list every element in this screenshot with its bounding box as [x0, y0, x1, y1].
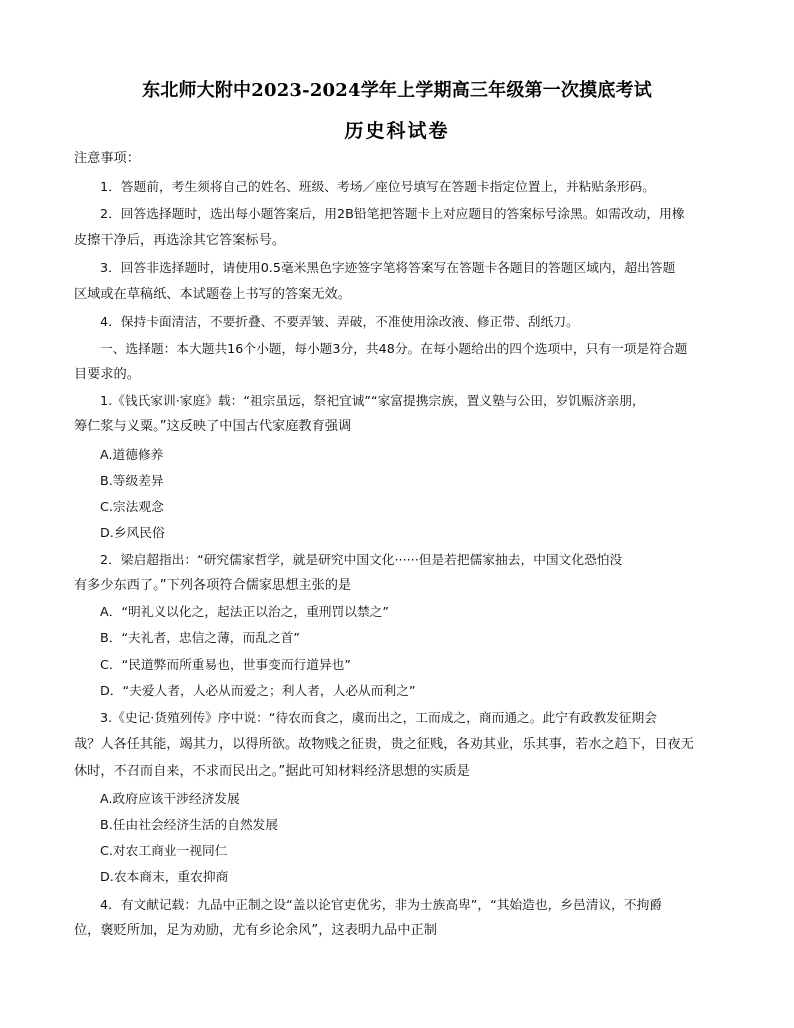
notice-item-continued: 区域或在草稿纸、本试题卷上书写的答案无效。	[74, 287, 351, 302]
question-stem: 4．有文献记载：九品中正制之设“盖以论官吏优劣，非为士族高卑”，“其始造也，乡邑清议，不拘爵	[100, 897, 663, 912]
option-c: C.对农工商业一视同仁	[100, 843, 228, 858]
question-stem-continued: 休时，不召而自来，不求而民出之。”据此可知材料经济思想的实质是	[74, 764, 470, 779]
notice-heading: 注意事项：	[74, 151, 140, 166]
question-stem-continued: 哉？人各任其能，竭其力，以得所欲。故物贱之征贵，贵之征贱，各劝其业，乐其事，若水之趋下，日夜无	[74, 737, 694, 752]
notice-item: 1．答题前，考生须将自己的姓名、班级、考场／座位号填写在答题卡指定位置上，并粘贴条形码。	[100, 179, 655, 194]
option-b: B．“夫礼者，忠信之薄，而乱之首”	[100, 630, 300, 645]
option-a: A.道德修养	[100, 447, 164, 462]
question-stem: 2．梁启超指出：“研究儒家哲学，就是研究中国文化······但是若把儒家抽去，中国文化恐怕没	[100, 552, 623, 567]
option-b: B.任由社会经济生活的自然发展	[100, 817, 279, 832]
exam-subject-title: 历史科试卷	[344, 120, 450, 142]
notice-item: 2．回答选择题时，选出每小题答案后，用2B铅笔把答题卡上对应题目的答案标号涂黑。如需改动，用橡	[100, 206, 685, 221]
section-heading-continued: 目要求的。	[74, 367, 140, 382]
section-heading: 一、选择题：本大题共16个小题，每小题3分，共48分。在每小题给出的四个选项中，只有一项是符合题	[100, 341, 688, 356]
notice-item: 3．回答非选择题时，请使用0.5毫米黑色字迹签字笔将答案写在答题卡各题目的答题区域内，超出答题	[100, 260, 676, 275]
option-d: D.农本商末，重农抑商	[100, 869, 229, 884]
question-stem-continued: 位，褒贬所加，足为劝励，尤有乡论余风”，这表明九品中正制	[74, 923, 437, 938]
option-a: A．“明礼义以化之，起法正以治之，重刑罚以禁之”	[100, 604, 389, 619]
option-c: C.宗法观念	[100, 499, 164, 514]
question-stem: 1.《钱氏家训·家庭》载：“祖宗虽远，祭祀宜诚”“家富提携宗族，置义塾与公田，岁饥赈济亲朋，	[100, 393, 645, 408]
option-b: B.等级差异	[100, 473, 164, 488]
question-stem-continued: 筹仁浆与义粟。”这反映了中国古代家庭教育强调	[74, 419, 352, 434]
notice-item: 4．保持卡面清洁，不要折叠、不要弄皱、弄破，不准使用涂改液、修正带、刮纸刀。	[100, 314, 579, 329]
option-d: D.乡风民俗	[100, 525, 165, 540]
option-d: D．“夫爱人者，人必从而爱之；利人者，人必从而利之”	[100, 683, 416, 698]
question-stem-continued: 有多少东西了。”下列各项符合儒家思想主张的是	[74, 578, 352, 593]
exam-title: 东北师大附中2023-2024学年上学期高三年级第一次摸底考试	[142, 80, 652, 101]
option-a: A.政府应该干涉经济发展	[100, 791, 240, 806]
notice-item-continued: 皮擦干净后，再选涂其它答案标号。	[74, 233, 285, 248]
question-stem: 3.《史记·货殖列传》序中说：“待农而食之，虞而出之，工而成之，商而通之。此宁有政教发征期会	[100, 710, 657, 725]
option-c: C．“民道弊而所重易也，世事变而行道异也”	[100, 657, 351, 672]
